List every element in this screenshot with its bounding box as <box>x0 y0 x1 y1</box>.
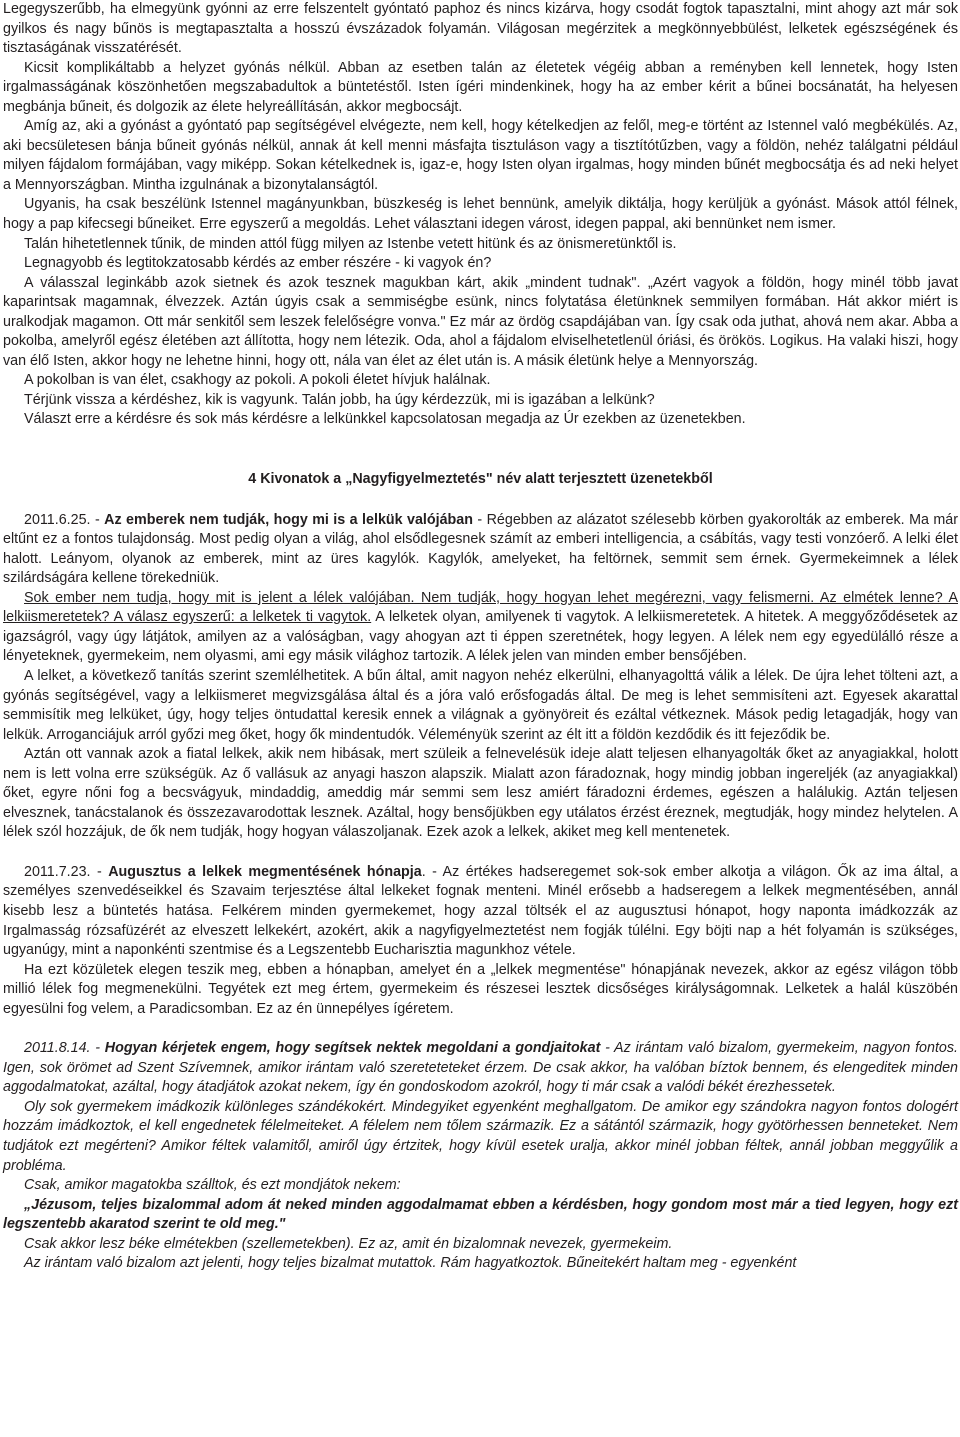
message-headline: Hogyan kérjetek engem, hogy segítsek nektek megoldani a gondjaitokat <box>104 1040 601 1057</box>
document-page <box>3 0 958 1274</box>
message-date: 2011.8.14. - <box>24 1040 105 1057</box>
prayer-quote: „Jézusom, teljes bizalommal adom át neked minden aggodalmamat ebben a kérdésben, hogy gondom most már a tied legyen, hogy ezt legszentebb akaratod szerint te old meg." <box>3 1196 958 1233</box>
message-date: 2011.6.25. - <box>24 511 105 528</box>
intro-paragraph: Ugyanis, ha csak beszélünk Istennel magányunkban, büszkeség is lehet bennünk, amelyik diktálja, hogy kerüljük a gyónást. Mások attól félnek, hogy a pap kifecsegi bűneiket. Erre egyszerű a megoldás. Lehet választani idegen várost, idegen pappal, aki bennünket nem ismer. <box>3 196 958 233</box>
message-lead: - Az irántam való bizalom, gyermekeim, nagyon fontos. Igen, sok örömet ad Szent Szívemnek, amikor irántam való szereteteteket érzem. De csak akkor, ha valóban bíztok bennem, és elengeditek minden aggodalmatokat, azáltal, hogy átadjátok azokat nekem, így én gondoskodom azokról, hogy ti már csak a valódi békét érezhessetek. <box>3 1040 958 1096</box>
intro-paragraph: Amíg az, aki a gyónást a gyóntató pap segítségével elvégezte, nem kell, hogy kételkedjen az felől, meg-e történt az Istennel való megbékülés. Az, aki becsületesen bánja bűneit gyónás nélkül, annak át kell menni másfajta tisztuláson vagy a tisztítótűzben, vagy a földön, nehéz találgatni például milyen fájdalom formájában, vagy miképp. Sokan kételkednek is, igaz-e, hogy Isten olyan irgalmas, hogy minden bűnét megbocsátja és ad neki helyet a Mennyországban. Mintha izgulnának a bizonytalanságtól. <box>3 118 958 193</box>
message-lead: . - Az értékes hadseregemet sok-sok ember alkotja a világon. Ők az ima által, a személyes szenvedéseikkel és Szavaim terjesztése által lelkeket fognak menteni. Minél erősebb a hadseregem a lelkek megmentésében, annál kisebb lesz a büntetés hatása. Felkérem minden gyermekemet, hogy azzal töltsék el az augusztusi hónapot, hogy naponta imádkozzák az Irgalmasság rózsafüzérét az elveszett lelkekért, azokért, akik a nagyfigyelmeztetést nem fogják túlélni. Egy böjti nap a hét folyamán is szükséges, ugyanúgy, mint a naponkénti szentmise és a Legszentebb Eucharisztia magunkhoz vétele. <box>3 863 958 959</box>
intro-paragraph: A pokolban is van élet, csakhogy az pokoli. A pokoli életet hívjuk halálnak. <box>24 372 491 389</box>
message-paragraph: Csak akkor lesz béke elmétekben (szellemetekben). Ez az, amit én bizalomnak nevezek, gyermekeim. <box>24 1235 673 1252</box>
message-2011-6-25 <box>3 511 958 843</box>
message-headline: Augusztus a lelkek megmentésének hónapja <box>108 863 422 880</box>
message-paragraph: A lelket, a következő tanítás szerint szemlélhetitek. A bűn által, amit nagyon nehéz elkerülni, elhanyagolttá válik a lélek. De újra lehet tölteni azt, a gyónás segítségével, vagy a lelkiismeret megvizsgálása által és a jóra való erősfogadás által. De meg is lehet semmisíteni azt. Egyesek akarattal semmisítik meg lelküket, úgy, hogy teljes öntudattal keresik ennek a világnak a gyönyöreit és ezáltal vétkeznek. Mások pedig letagadják, hogy van lelkük. Arroganciájuk arról győzi meg őket, hogy ők mindentudók. Véleményük szerint az élt itt a földön kezdődik és itt fejeződik be. <box>3 667 958 743</box>
message-lead: - Régebben az alázatot szélesebb körben gyakorolták az emberek. Ma már eltűnt ez a fontos tulajdonság. Most pedig olyan a világ, ahol elsődlegesnek számít az emberi intelligencia, a csábítás, vagy testi vonzóerő. A lelki élet halott. Leányom, olyanok az emberek, mint az üres kagylók. Kagylók, amelyeket, ha feltörnek, semmit sem érnek. Gyermekeimnek a lélek szilárdságára kellene törekedniük. <box>3 511 958 587</box>
message-text: A lelketek olyan, amilyenek ti vagytok. A lelkiismeretetek. A hitetek. A meggyőződésetek az igazságról, vagy úgy látjátok, amilyen az a valóságban, vagy ahogyan azt ti éppen szeretnétek, hogy legyen. A lélek nem egy egyedülálló része a lényeteknek, gyermekeim, nem olyasmi, ami egy másik világhoz tartozik. A lélek jelen van minden ember bensőjében. <box>3 609 959 665</box>
intro-section <box>3 0 958 430</box>
section-heading: 4 Kivonatok a „Nagyfigyelmeztetés" név alatt terjesztett üzenetekből <box>248 471 713 488</box>
message-headline: Az emberek nem tudják, hogy mi is a lelkük valójában <box>104 511 473 528</box>
message-paragraph: Az irántam való bizalom azt jelenti, hogy teljes bizalmat mutattok. Rám hagyatkoztok. Bűneitekért haltam meg - egyenként <box>24 1255 797 1272</box>
intro-paragraph: A válasszal leginkább azok sietnek és azok tesznek magukban kárt, akik „mindent tudnak". „Azért vagyok a földön, hogy minél több javat kaparintsak magamnak, élvezzek. Aztán úgyis csak a semmiségbe esünk, nincs folytatása életünknek semmilyen formában. Hát akkor miért is uralkodjak magamon. Ott már senkitől sem leszek felelőségre vonva." Ez már az ördög csapdájában van. Így csak oda juthat, ahová nem akar. Abba a pokolba, amelyről egész életében azt állította, hogy nem létezik. Oda, ahol a fájdalom elviselhetetlenül óriási, és örökös. Logikus. Ha valaki hiszi, hogy van élő Isten, akkor hogy ne lehetne hinni, hogy ott, nála van élet az élet után is. A másik életünk helye a Mennyország. <box>3 274 958 369</box>
message-date: 2011.7.23. - <box>24 863 109 880</box>
underlined-passage: Sok ember nem tudja, hogy mit is jelent a lélek valójában. Nem tudják, hogy hogyan lehet megérezni, vagy felismerni. Az elmétek lenne? A lelkiismeretetek? A válasz egyszerű: a lelketek ti vagytok. <box>3 589 958 626</box>
message-paragraph: Aztán ott vannak azok a fiatal lelkek, akik nem hibásak, mert szüleik a felnevelésük ideje alatt teljesen elhanyagolták őket az anyagiakkal, holott nem is lett volna erre szükségük. Az ő vallásuk az anyagi haszon alapszik. Mialatt azon fáradoznak, hogy mindig jobban ingereljék (az anyagiakkal) őket, egyre nőni fog a becsvágyuk, mindaddig, ameddig már semmi sem lesz amiért fáradozni érdemes, egészen a halálukig. Aztán teljesen elvesznek, tanácstalanok és összezavarodottak lesznek. Azáltal, hogy bensőjükben egy utálatos érzést éreznek, megtudják, hogy mindez helytelen. A lélek szól hozzájuk, de ők nem tudják, hogy hogyan válaszoljanak. Ezek azok a lelkek, akiket meg kell mentenetek. <box>3 746 958 841</box>
intro-paragraph: Legnagyobb és legtitokzatosabb kérdés az ember részére - ki vagyok én? <box>24 255 492 272</box>
intro-paragraph: Térjünk vissza a kérdéshez, kik is vagyunk. Talán jobb, ha úgy kérdezzük, mi is igazában a lelkünk? <box>24 391 655 408</box>
intro-paragraph: Kicsit komplikáltabb a helyzet gyónás nélkül. Abban az esetben talán az életetek végéig abban a reményben kell lennetek, hogy Isten irgalmasságának köszönhetően megszabadultok a büntetéstől. Isten ígéri mindenkinek, hogy ha az ember kérit a bűnei bocsánatát, ha helyesen megbánja bűneit, és dolgozik az élete helyreállításán, akkor megbocsájt. <box>3 59 958 115</box>
intro-paragraph: Választ erre a kérdésre és sok más kérdésre a lelkünkkel kapcsolatosan megadja az Úr ezekben az üzenetekben. <box>24 411 746 428</box>
message-paragraph: Csak, amikor magatokba szálltok, és ezt mondjátok nekem: <box>24 1177 401 1194</box>
message-2011-7-23 <box>3 863 958 1019</box>
intro-paragraph: Legegyszerűbb, ha elmegyünk gyónni az erre felszentelt gyóntató paphoz és nincs kizárva, hogy csodát fogtok tapasztalni, mint ahogy azt már sok gyilkos és nagy bűnös is megtapasztalta a hosszú évszázadok folyamán. Világosan megérzitek a megkönnyebbülést, lelketek egészségének és tisztaságának visszatérését. <box>3 1 958 57</box>
intro-paragraph: Talán hihetetlennek tűnik, de minden attól függ milyen az Istenbe vetett hitünk és az önismeretünktől is. <box>24 235 677 252</box>
message-paragraph: Oly sok gyermekem imádkozik különleges szándékokért. Mindegyiket egyenként meghallgatom. De amikor egy szándokra nagyon fontos dologért hozzám imádkoztok, el kell engednetek félelmeiteket. A félelem nem tőlem származik. Ez a sátántól származik, hogy gyötörhessen benneteket. Nem tudjátok ezt megérteni? Amikor féltek valamitől, amiről úgy értzitek, hogy kívül esetek uralja, akkor minél jobban féltek, annál jobban meggyűlik a problémа. <box>3 1098 958 1174</box>
message-2011-8-14 <box>3 1039 958 1274</box>
message-paragraph: Ha ezt közületek elegen teszik meg, ebben a hónapban, amelyet én a „lelkek megmentése" hónapjának nevezek, akkor az egész világon több millió lélek fog megmenekülni. Tegyétek ezt meg értem, gyermekeim és részesei lesztek dicsőséges királyságomnak. Lelketek a halál küszöbén egyesülni fog velem, a Paradicsomban. Ez az én ünnepélyes ígéretem. <box>3 961 958 1017</box>
